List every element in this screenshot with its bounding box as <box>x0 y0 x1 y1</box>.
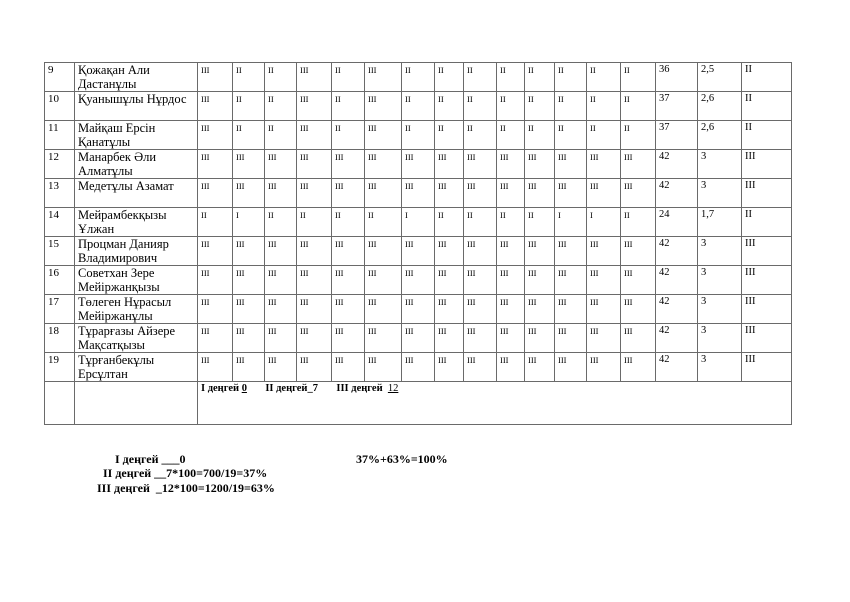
level-cell: ІІІ <box>555 295 587 324</box>
level-cell: ІІІ <box>233 324 265 353</box>
student-name: Медетұлы Азамат <box>75 179 198 208</box>
level-cell: ІІІ <box>525 295 555 324</box>
level-cell: ІІІ <box>555 237 587 266</box>
student-name: Советхан Зере Мейіржанқызы <box>75 266 198 295</box>
level-cell: ІІ <box>587 92 621 121</box>
student-name: Манарбек Әли Алматұлы <box>75 150 198 179</box>
level-cell: ІІІ <box>297 353 332 382</box>
level-cell: ІІІ <box>365 266 402 295</box>
level-cell: ІІ <box>525 92 555 121</box>
average-score: 3 <box>698 150 742 179</box>
student-name: Процман Данияр Владимирович <box>75 237 198 266</box>
level-cell: ІІІ <box>265 179 297 208</box>
student-name: Қуанышұлы Нұрдос <box>75 92 198 121</box>
row-number: 14 <box>45 208 75 237</box>
level-cell: ІІІ <box>233 179 265 208</box>
level-cell: ІІІ <box>332 266 365 295</box>
level-cell: ІІІ <box>297 150 332 179</box>
level-cell: ІІ <box>233 63 265 92</box>
level-cell: ІІІ <box>464 179 497 208</box>
level-cell: ІІ <box>525 208 555 237</box>
student-name: Майқаш Ерсін Қанатұлы <box>75 121 198 150</box>
level-cell: ІІ <box>497 121 525 150</box>
level-cell: ІІІ <box>587 295 621 324</box>
table-row <box>45 63 792 92</box>
level-cell: ІІІ <box>265 266 297 295</box>
level-cell: ІІІ <box>198 121 233 150</box>
level-1-count: 0 <box>241 383 247 394</box>
average-score: 1,7 <box>698 208 742 237</box>
table-row <box>45 208 792 237</box>
level-cell: ІІ <box>621 121 656 150</box>
table-row <box>45 92 792 121</box>
table-row <box>45 179 792 208</box>
final-level: ІІІ <box>742 179 792 208</box>
level-cell: ІІ <box>233 121 265 150</box>
level-cell: ІІІ <box>587 324 621 353</box>
level-cell: ІІІ <box>435 266 464 295</box>
table-body <box>45 63 792 382</box>
total-score: 42 <box>656 295 698 324</box>
final-level: ІІІ <box>742 353 792 382</box>
level-cell: ІІ <box>497 63 525 92</box>
level-cell: ІІІ <box>332 179 365 208</box>
level-cell: ІІІ <box>198 179 233 208</box>
level-cell: ІІІ <box>464 324 497 353</box>
level-cell: ІІІ <box>365 150 402 179</box>
level-cell: ІІІ <box>435 150 464 179</box>
final-level: ІІ <box>742 121 792 150</box>
final-level: ІІІ <box>742 266 792 295</box>
total-score: 24 <box>656 208 698 237</box>
final-level: ІІІ <box>742 150 792 179</box>
level-cell: ІІІ <box>297 121 332 150</box>
level-cell: ІІ <box>332 121 365 150</box>
average-score: 3 <box>698 266 742 295</box>
results-table <box>44 62 792 425</box>
level-cell: ІІІ <box>555 266 587 295</box>
level-cell: ІІІ <box>365 63 402 92</box>
level-cell: ІІІ <box>464 150 497 179</box>
level-cell: ІІІ <box>435 179 464 208</box>
level-cell: ІІ <box>497 92 525 121</box>
level-cell: ІІ <box>497 208 525 237</box>
student-name: Төлеген Нұрасыл Мейіржанұлы <box>75 295 198 324</box>
level-cell: ІІІ <box>198 266 233 295</box>
level-cell: ІІІ <box>435 324 464 353</box>
level-cell: ІІІ <box>497 266 525 295</box>
level-cell: ІІ <box>435 121 464 150</box>
level-cell: ІІІ <box>497 179 525 208</box>
level-cell: ІІІ <box>233 150 265 179</box>
student-name: Тұрғанбекұлы Ерсұлтан <box>75 353 198 382</box>
table-row <box>45 121 792 150</box>
level-cell: ІІ <box>464 121 497 150</box>
level-cell: ІІІ <box>402 324 435 353</box>
level-cell: ІІ <box>402 121 435 150</box>
level-cell: ІІІ <box>297 324 332 353</box>
level-cell: ІІІ <box>435 353 464 382</box>
level-cell: ІІІ <box>198 92 233 121</box>
row-number: 12 <box>45 150 75 179</box>
level-cell: ІІ <box>297 208 332 237</box>
level-cell: ІІІ <box>555 353 587 382</box>
level-cell: ІІІ <box>435 295 464 324</box>
level-cell: ІІІ <box>265 324 297 353</box>
total-score: 42 <box>656 237 698 266</box>
level-cell: ІІ <box>621 208 656 237</box>
level-cell: ІІ <box>332 92 365 121</box>
level-cell: ІІІ <box>198 324 233 353</box>
level-cell: ІІ <box>265 63 297 92</box>
level-cell: ІІІ <box>497 237 525 266</box>
level-cell: ІІІ <box>233 266 265 295</box>
level-cell: ІІІ <box>365 92 402 121</box>
final-level: ІІІ <box>742 295 792 324</box>
level-cell: ІІ <box>265 92 297 121</box>
footer-percent-total: 37%+63%=100% <box>356 452 448 466</box>
summary-empty-cell <box>75 382 198 425</box>
level-cell: ІІІ <box>297 266 332 295</box>
level-cell: ІІ <box>435 63 464 92</box>
level-cell: ІІІ <box>297 63 332 92</box>
level-cell: ІІ <box>402 63 435 92</box>
level-cell: ІІІ <box>525 324 555 353</box>
level-cell: ІІІ <box>198 150 233 179</box>
total-score: 37 <box>656 92 698 121</box>
level-cell: ІІІ <box>402 295 435 324</box>
table-row <box>45 353 792 382</box>
level-cell: ІІІ <box>464 266 497 295</box>
total-score: 36 <box>656 63 698 92</box>
final-level: ІІ <box>742 208 792 237</box>
row-number: 13 <box>45 179 75 208</box>
level-cell: ІІІ <box>555 324 587 353</box>
level-cell: ІІІ <box>621 237 656 266</box>
table-row <box>45 237 792 266</box>
level-cell: ІІІ <box>332 324 365 353</box>
level-cell: ІІІ <box>497 324 525 353</box>
level-cell: ІІІ <box>233 353 265 382</box>
table-row <box>45 295 792 324</box>
level-cell: ІІ <box>464 92 497 121</box>
footer-level-2: ІІ деңгей __7*100=700/19=37% <box>103 466 268 480</box>
level-cell: ІІІ <box>621 266 656 295</box>
level-cell: ІІІ <box>198 295 233 324</box>
level-cell: ІІІ <box>332 295 365 324</box>
level-cell: І <box>587 208 621 237</box>
level-cell: ІІІ <box>198 353 233 382</box>
table-row <box>45 150 792 179</box>
level-cell: ІІІ <box>297 92 332 121</box>
level-cell: ІІ <box>365 208 402 237</box>
average-score: 2,6 <box>698 121 742 150</box>
level-cell: ІІ <box>265 208 297 237</box>
footer-level-1: І деңгей ___0 <box>115 452 186 466</box>
level-cell: ІІ <box>265 121 297 150</box>
average-score: 3 <box>698 324 742 353</box>
level-cell: ІІІ <box>587 150 621 179</box>
level-cell: ІІІ <box>265 353 297 382</box>
row-number: 18 <box>45 324 75 353</box>
level-cell: ІІІ <box>621 150 656 179</box>
level-2-label: ІІ деңгей <box>265 383 308 394</box>
level-cell: ІІІ <box>265 237 297 266</box>
level-cell: ІІІ <box>365 324 402 353</box>
level-cell: ІІ <box>587 121 621 150</box>
level-cell: ІІІ <box>587 353 621 382</box>
level-cell: ІІІ <box>497 353 525 382</box>
level-cell: ІІІ <box>365 121 402 150</box>
row-number: 9 <box>45 63 75 92</box>
row-number: 15 <box>45 237 75 266</box>
average-score: 2,6 <box>698 92 742 121</box>
final-level: ІІІ <box>742 237 792 266</box>
level-cell: ІІ <box>464 63 497 92</box>
level-cell: ІІІ <box>525 266 555 295</box>
level-1-label: І деңгей <box>201 383 240 394</box>
level-cell: ІІІ <box>297 179 332 208</box>
average-score: 3 <box>698 179 742 208</box>
level-cell: ІІ <box>555 92 587 121</box>
level-cell: ІІІ <box>233 295 265 324</box>
level-cell: ІІІ <box>198 237 233 266</box>
level-cell: ІІІ <box>365 237 402 266</box>
row-number: 11 <box>45 121 75 150</box>
final-level: ІІ <box>742 63 792 92</box>
level-cell: ІІІ <box>497 150 525 179</box>
student-name: Қожақан Али Дастанұлы <box>75 63 198 92</box>
level-cell: ІІІ <box>233 237 265 266</box>
level-cell: ІІІ <box>525 237 555 266</box>
level-cell: ІІІ <box>265 295 297 324</box>
level-cell: ІІ <box>464 208 497 237</box>
summary-empty-cell <box>45 382 75 425</box>
level-cell: ІІІ <box>587 237 621 266</box>
level-cell: ІІІ <box>621 324 656 353</box>
average-score: 3 <box>698 295 742 324</box>
level-3-label: ІІІ деңгей <box>336 383 383 394</box>
level-cell: ІІ <box>621 92 656 121</box>
level-cell: ІІІ <box>525 353 555 382</box>
level-cell: ІІІ <box>332 237 365 266</box>
row-number: 17 <box>45 295 75 324</box>
level-cell: ІІ <box>332 208 365 237</box>
student-name: Мейрамбекқызы Ұлжан <box>75 208 198 237</box>
level-cell: ІІІ <box>435 237 464 266</box>
level-cell: ІІ <box>435 92 464 121</box>
level-cell: ІІІ <box>332 353 365 382</box>
level-cell: ІІ <box>555 121 587 150</box>
row-number: 16 <box>45 266 75 295</box>
total-score: 42 <box>656 150 698 179</box>
table-row <box>45 266 792 295</box>
total-score: 42 <box>656 353 698 382</box>
level-3-count: 12 <box>387 383 399 394</box>
average-score: 3 <box>698 353 742 382</box>
level-cell: ІІ <box>332 63 365 92</box>
level-cell: ІІІ <box>198 63 233 92</box>
level-cell: ІІ <box>233 92 265 121</box>
total-score: 42 <box>656 324 698 353</box>
level-cell: ІІІ <box>402 179 435 208</box>
level-cell: ІІ <box>587 63 621 92</box>
level-cell: ІІІ <box>621 295 656 324</box>
level-cell: ІІ <box>621 63 656 92</box>
total-score: 37 <box>656 121 698 150</box>
student-name: Тұрарғазы Айзере Мақсатқызы <box>75 324 198 353</box>
level-cell: ІІІ <box>332 150 365 179</box>
average-score: 3 <box>698 237 742 266</box>
level-cell: ІІ <box>555 63 587 92</box>
level-cell: І <box>402 208 435 237</box>
row-number: 10 <box>45 92 75 121</box>
level-cell: І <box>555 208 587 237</box>
level-cell: ІІІ <box>555 150 587 179</box>
level-cell: ІІІ <box>297 295 332 324</box>
level-cell: ІІІ <box>621 179 656 208</box>
level-cell: ІІ <box>525 121 555 150</box>
level-cell: ІІ <box>402 92 435 121</box>
level-cell: ІІІ <box>402 150 435 179</box>
level-cell: ІІІ <box>525 179 555 208</box>
level-cell: ІІІ <box>365 179 402 208</box>
level-cell: ІІІ <box>464 237 497 266</box>
level-cell: ІІІ <box>365 295 402 324</box>
level-cell: ІІІ <box>621 353 656 382</box>
level-cell: І <box>233 208 265 237</box>
summary-row <box>45 382 792 425</box>
row-number: 19 <box>45 353 75 382</box>
level-cell: ІІІ <box>587 266 621 295</box>
final-level: ІІІ <box>742 324 792 353</box>
level-cell: ІІІ <box>365 353 402 382</box>
level-cell: ІІІ <box>464 353 497 382</box>
level-cell: ІІІ <box>402 237 435 266</box>
average-score: 2,5 <box>698 63 742 92</box>
level-cell: ІІІ <box>464 295 497 324</box>
level-cell: ІІІ <box>265 150 297 179</box>
level-cell: ІІІ <box>497 295 525 324</box>
level-summary-cell: І деңгей 0 ІІ деңгей_7 ІІІ деңгей 12 <box>198 382 792 425</box>
level-cell: ІІІ <box>402 266 435 295</box>
footer-level-3: ІІІ деңгей _12*100=1200/19=63% <box>97 481 275 495</box>
table-row <box>45 324 792 353</box>
total-score: 42 <box>656 266 698 295</box>
final-level: ІІ <box>742 92 792 121</box>
level-cell: ІІ <box>198 208 233 237</box>
level-cell: ІІІ <box>525 150 555 179</box>
level-cell: ІІ <box>525 63 555 92</box>
level-cell: ІІІ <box>587 179 621 208</box>
level-cell: ІІІ <box>297 237 332 266</box>
level-cell: ІІІ <box>555 179 587 208</box>
level-cell: ІІ <box>435 208 464 237</box>
level-cell: ІІІ <box>402 353 435 382</box>
level-2-count: 7 <box>312 383 318 394</box>
total-score: 42 <box>656 179 698 208</box>
